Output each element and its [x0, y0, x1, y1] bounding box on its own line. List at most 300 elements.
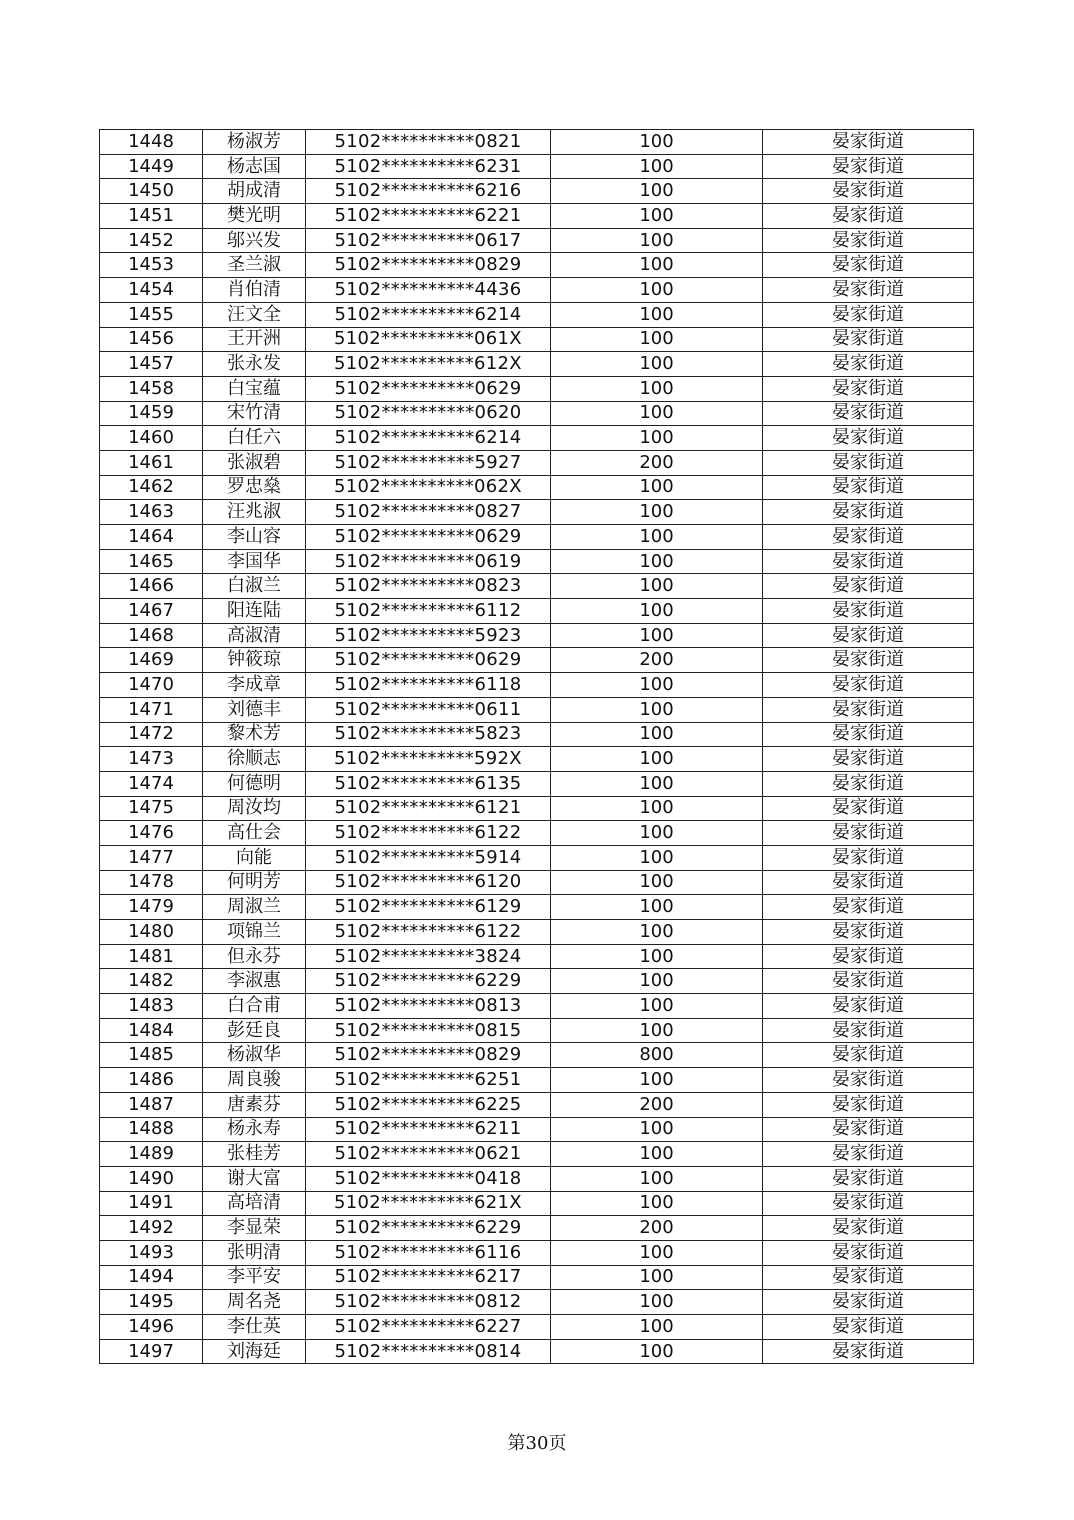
row-number-cell: 1455 — [100, 302, 203, 327]
amount-cell: 100 — [551, 204, 763, 229]
name-cell: 杨淑华 — [203, 1043, 306, 1068]
amount-cell: 100 — [551, 623, 763, 648]
street-cell: 晏家街道 — [763, 1240, 974, 1265]
street-cell: 晏家街道 — [763, 920, 974, 945]
id-number-cell: 5102**********0823 — [306, 574, 551, 599]
name-cell: 黎术芳 — [203, 722, 306, 747]
street-cell: 晏家街道 — [763, 821, 974, 846]
name-cell: 周淑兰 — [203, 895, 306, 920]
id-number-cell: 5102**********612X — [306, 352, 551, 377]
row-number-cell: 1470 — [100, 673, 203, 698]
name-cell: 王开洲 — [203, 327, 306, 352]
id-number-cell: 5102**********6214 — [306, 302, 551, 327]
page-number: 第30页 — [507, 1433, 567, 1454]
row-number-cell: 1459 — [100, 401, 203, 426]
table-row — [100, 1315, 974, 1340]
row-number-cell: 1495 — [100, 1290, 203, 1315]
table-row — [100, 771, 974, 796]
street-cell: 晏家街道 — [763, 1191, 974, 1216]
row-number-cell: 1479 — [100, 895, 203, 920]
table-row — [100, 302, 974, 327]
street-cell: 晏家街道 — [763, 549, 974, 574]
amount-cell: 100 — [551, 1240, 763, 1265]
row-number-cell: 1486 — [100, 1068, 203, 1093]
row-number-cell: 1454 — [100, 278, 203, 303]
table-row — [100, 1191, 974, 1216]
street-cell: 晏家街道 — [763, 895, 974, 920]
amount-cell: 100 — [551, 1018, 763, 1043]
row-number-cell: 1480 — [100, 920, 203, 945]
table-row — [100, 1265, 974, 1290]
id-number-cell: 5102**********0827 — [306, 500, 551, 525]
id-number-cell: 5102**********6135 — [306, 771, 551, 796]
name-cell: 李显荣 — [203, 1216, 306, 1241]
table-row — [100, 845, 974, 870]
table-row — [100, 599, 974, 624]
name-cell: 肖伯清 — [203, 278, 306, 303]
name-cell: 唐素芬 — [203, 1092, 306, 1117]
table-row — [100, 574, 974, 599]
amount-cell: 100 — [551, 1166, 763, 1191]
amount-cell: 100 — [551, 525, 763, 550]
street-cell: 晏家街道 — [763, 278, 974, 303]
street-cell: 晏家街道 — [763, 179, 974, 204]
street-cell: 晏家街道 — [763, 870, 974, 895]
name-cell: 刘海廷 — [203, 1339, 306, 1364]
id-number-cell: 5102**********6211 — [306, 1117, 551, 1142]
row-number-cell: 1478 — [100, 870, 203, 895]
id-number-cell: 5102**********3824 — [306, 944, 551, 969]
amount-cell: 200 — [551, 648, 763, 673]
amount-cell: 200 — [551, 450, 763, 475]
street-cell: 晏家街道 — [763, 771, 974, 796]
table-row — [100, 376, 974, 401]
amount-cell: 100 — [551, 401, 763, 426]
row-number-cell: 1465 — [100, 549, 203, 574]
street-cell: 晏家街道 — [763, 648, 974, 673]
street-cell: 晏家街道 — [763, 599, 974, 624]
id-number-cell: 5102**********6122 — [306, 821, 551, 846]
street-cell: 晏家街道 — [763, 944, 974, 969]
id-number-cell: 5102**********0619 — [306, 549, 551, 574]
amount-cell: 100 — [551, 1191, 763, 1216]
table-row — [100, 1092, 974, 1117]
table-row — [100, 1117, 974, 1142]
table-row — [100, 1142, 974, 1167]
id-number-cell: 5102**********0812 — [306, 1290, 551, 1315]
row-number-cell: 1492 — [100, 1216, 203, 1241]
amount-cell: 100 — [551, 376, 763, 401]
table-row — [100, 870, 974, 895]
id-number-cell: 5102**********6217 — [306, 1265, 551, 1290]
table-row — [100, 722, 974, 747]
table-row — [100, 969, 974, 994]
roster-table-body — [100, 130, 974, 1364]
name-cell: 何明芳 — [203, 870, 306, 895]
name-cell: 钟筱琼 — [203, 648, 306, 673]
amount-cell: 100 — [551, 1339, 763, 1364]
name-cell: 向能 — [203, 845, 306, 870]
table-row — [100, 426, 974, 451]
name-cell: 张淑碧 — [203, 450, 306, 475]
id-number-cell: 5102**********6118 — [306, 673, 551, 698]
row-number-cell: 1471 — [100, 697, 203, 722]
amount-cell: 100 — [551, 327, 763, 352]
id-number-cell: 5102**********0629 — [306, 525, 551, 550]
amount-cell: 100 — [551, 426, 763, 451]
street-cell: 晏家街道 — [763, 969, 974, 994]
amount-cell: 100 — [551, 1315, 763, 1340]
row-number-cell: 1488 — [100, 1117, 203, 1142]
amount-cell: 100 — [551, 920, 763, 945]
street-cell: 晏家街道 — [763, 525, 974, 550]
id-number-cell: 5102**********0813 — [306, 994, 551, 1019]
table-row — [100, 648, 974, 673]
table-row — [100, 920, 974, 945]
name-cell: 张桂芳 — [203, 1142, 306, 1167]
street-cell: 晏家街道 — [763, 228, 974, 253]
name-cell: 白宝蕴 — [203, 376, 306, 401]
name-cell: 高淑清 — [203, 623, 306, 648]
amount-cell: 100 — [551, 895, 763, 920]
row-number-cell: 1474 — [100, 771, 203, 796]
table-row — [100, 895, 974, 920]
id-number-cell: 5102**********6229 — [306, 969, 551, 994]
street-cell: 晏家街道 — [763, 450, 974, 475]
street-cell: 晏家街道 — [763, 500, 974, 525]
row-number-cell: 1458 — [100, 376, 203, 401]
amount-cell: 100 — [551, 179, 763, 204]
name-cell: 周良骏 — [203, 1068, 306, 1093]
name-cell: 圣兰淑 — [203, 253, 306, 278]
table-row — [100, 130, 974, 155]
amount-cell: 100 — [551, 154, 763, 179]
street-cell: 晏家街道 — [763, 673, 974, 698]
name-cell: 李仕英 — [203, 1315, 306, 1340]
row-number-cell: 1457 — [100, 352, 203, 377]
name-cell: 阳连陆 — [203, 599, 306, 624]
id-number-cell: 5102**********5927 — [306, 450, 551, 475]
table-row — [100, 821, 974, 846]
id-number-cell: 5102**********6227 — [306, 1315, 551, 1340]
row-number-cell: 1490 — [100, 1166, 203, 1191]
table-row — [100, 1290, 974, 1315]
amount-cell: 100 — [551, 722, 763, 747]
street-cell: 晏家街道 — [763, 1216, 974, 1241]
amount-cell: 100 — [551, 1068, 763, 1093]
street-cell: 晏家街道 — [763, 1092, 974, 1117]
id-number-cell: 5102**********0814 — [306, 1339, 551, 1364]
id-number-cell: 5102**********621X — [306, 1191, 551, 1216]
street-cell: 晏家街道 — [763, 253, 974, 278]
id-number-cell: 5102**********0821 — [306, 130, 551, 155]
id-number-cell: 5102**********0418 — [306, 1166, 551, 1191]
street-cell: 晏家街道 — [763, 1068, 974, 1093]
table-row — [100, 1240, 974, 1265]
id-number-cell: 5102**********5823 — [306, 722, 551, 747]
row-number-cell: 1477 — [100, 845, 203, 870]
table-row — [100, 673, 974, 698]
table-row — [100, 475, 974, 500]
row-number-cell: 1449 — [100, 154, 203, 179]
amount-cell: 100 — [551, 1265, 763, 1290]
street-cell: 晏家街道 — [763, 1339, 974, 1364]
street-cell: 晏家街道 — [763, 574, 974, 599]
table-row — [100, 204, 974, 229]
street-cell: 晏家街道 — [763, 352, 974, 377]
id-number-cell: 5102**********6225 — [306, 1092, 551, 1117]
amount-cell: 100 — [551, 697, 763, 722]
amount-cell: 100 — [551, 253, 763, 278]
subsidy-roster-table — [99, 129, 974, 1364]
street-cell: 晏家街道 — [763, 1018, 974, 1043]
amount-cell: 100 — [551, 1142, 763, 1167]
name-cell: 项锦兰 — [203, 920, 306, 945]
name-cell: 白合甫 — [203, 994, 306, 1019]
street-cell: 晏家街道 — [763, 747, 974, 772]
row-number-cell: 1484 — [100, 1018, 203, 1043]
street-cell: 晏家街道 — [763, 154, 974, 179]
name-cell: 李淑惠 — [203, 969, 306, 994]
street-cell: 晏家街道 — [763, 796, 974, 821]
street-cell: 晏家街道 — [763, 401, 974, 426]
table-row — [100, 278, 974, 303]
amount-cell: 100 — [551, 845, 763, 870]
street-cell: 晏家街道 — [763, 1142, 974, 1167]
name-cell: 彭廷良 — [203, 1018, 306, 1043]
id-number-cell: 5102**********0829 — [306, 1043, 551, 1068]
row-number-cell: 1452 — [100, 228, 203, 253]
row-number-cell: 1496 — [100, 1315, 203, 1340]
table-row — [100, 994, 974, 1019]
id-number-cell: 5102**********6216 — [306, 179, 551, 204]
name-cell: 罗忠燊 — [203, 475, 306, 500]
id-number-cell: 5102**********592X — [306, 747, 551, 772]
amount-cell: 100 — [551, 500, 763, 525]
id-number-cell: 5102**********6120 — [306, 870, 551, 895]
name-cell: 樊光明 — [203, 204, 306, 229]
name-cell: 汪兆淑 — [203, 500, 306, 525]
amount-cell: 100 — [551, 821, 763, 846]
amount-cell: 100 — [551, 771, 763, 796]
id-number-cell: 5102**********6214 — [306, 426, 551, 451]
name-cell: 周汝均 — [203, 796, 306, 821]
table-row — [100, 944, 974, 969]
amount-cell: 100 — [551, 994, 763, 1019]
table-row — [100, 401, 974, 426]
row-number-cell: 1467 — [100, 599, 203, 624]
street-cell: 晏家街道 — [763, 722, 974, 747]
table-row — [100, 327, 974, 352]
street-cell: 晏家街道 — [763, 994, 974, 1019]
name-cell: 何德明 — [203, 771, 306, 796]
table-row — [100, 796, 974, 821]
street-cell: 晏家街道 — [763, 1117, 974, 1142]
street-cell: 晏家街道 — [763, 327, 974, 352]
table-row — [100, 525, 974, 550]
name-cell: 杨永寿 — [203, 1117, 306, 1142]
id-number-cell: 5102**********6251 — [306, 1068, 551, 1093]
table-row — [100, 697, 974, 722]
id-number-cell: 5102**********0620 — [306, 401, 551, 426]
table-row — [100, 623, 974, 648]
id-number-cell: 5102**********0829 — [306, 253, 551, 278]
amount-cell: 100 — [551, 352, 763, 377]
row-number-cell: 1453 — [100, 253, 203, 278]
amount-cell: 100 — [551, 673, 763, 698]
row-number-cell: 1489 — [100, 1142, 203, 1167]
row-number-cell: 1493 — [100, 1240, 203, 1265]
id-number-cell: 5102**********6122 — [306, 920, 551, 945]
name-cell: 李国华 — [203, 549, 306, 574]
name-cell: 张永发 — [203, 352, 306, 377]
amount-cell: 100 — [551, 944, 763, 969]
table-row — [100, 352, 974, 377]
row-number-cell: 1491 — [100, 1191, 203, 1216]
row-number-cell: 1456 — [100, 327, 203, 352]
row-number-cell: 1464 — [100, 525, 203, 550]
amount-cell: 100 — [551, 574, 763, 599]
id-number-cell: 5102**********6121 — [306, 796, 551, 821]
name-cell: 李山容 — [203, 525, 306, 550]
amount-cell: 800 — [551, 1043, 763, 1068]
table-row — [100, 1068, 974, 1093]
id-number-cell: 5102**********5914 — [306, 845, 551, 870]
table-row — [100, 747, 974, 772]
id-number-cell: 5102**********6112 — [306, 599, 551, 624]
row-number-cell: 1497 — [100, 1339, 203, 1364]
street-cell: 晏家街道 — [763, 697, 974, 722]
street-cell: 晏家街道 — [763, 130, 974, 155]
amount-cell: 100 — [551, 747, 763, 772]
row-number-cell: 1463 — [100, 500, 203, 525]
id-number-cell: 5102**********5923 — [306, 623, 551, 648]
amount-cell: 100 — [551, 1117, 763, 1142]
name-cell: 胡成清 — [203, 179, 306, 204]
table-row — [100, 1339, 974, 1364]
row-number-cell: 1469 — [100, 648, 203, 673]
id-number-cell: 5102**********0617 — [306, 228, 551, 253]
name-cell: 杨淑芳 — [203, 130, 306, 155]
street-cell: 晏家街道 — [763, 1166, 974, 1191]
street-cell: 晏家街道 — [763, 1265, 974, 1290]
row-number-cell: 1462 — [100, 475, 203, 500]
row-number-cell: 1487 — [100, 1092, 203, 1117]
amount-cell: 100 — [551, 549, 763, 574]
name-cell: 汪文全 — [203, 302, 306, 327]
row-number-cell: 1450 — [100, 179, 203, 204]
row-number-cell: 1461 — [100, 450, 203, 475]
name-cell: 高仕会 — [203, 821, 306, 846]
name-cell: 白任六 — [203, 426, 306, 451]
table-row — [100, 450, 974, 475]
row-number-cell: 1482 — [100, 969, 203, 994]
id-number-cell: 5102**********0629 — [306, 376, 551, 401]
row-number-cell: 1494 — [100, 1265, 203, 1290]
table-row — [100, 154, 974, 179]
row-number-cell: 1451 — [100, 204, 203, 229]
name-cell: 周名尧 — [203, 1290, 306, 1315]
row-number-cell: 1483 — [100, 994, 203, 1019]
street-cell: 晏家街道 — [763, 302, 974, 327]
amount-cell: 100 — [551, 870, 763, 895]
amount-cell: 200 — [551, 1216, 763, 1241]
row-number-cell: 1473 — [100, 747, 203, 772]
street-cell: 晏家街道 — [763, 623, 974, 648]
street-cell: 晏家街道 — [763, 1290, 974, 1315]
name-cell: 李平安 — [203, 1265, 306, 1290]
id-number-cell: 5102**********4436 — [306, 278, 551, 303]
table-row — [100, 1166, 974, 1191]
row-number-cell: 1460 — [100, 426, 203, 451]
table-row — [100, 179, 974, 204]
row-number-cell: 1448 — [100, 130, 203, 155]
name-cell: 但永芬 — [203, 944, 306, 969]
amount-cell: 100 — [551, 599, 763, 624]
street-cell: 晏家街道 — [763, 475, 974, 500]
street-cell: 晏家街道 — [763, 1315, 974, 1340]
amount-cell: 100 — [551, 130, 763, 155]
amount-cell: 100 — [551, 969, 763, 994]
id-number-cell: 5102**********0611 — [306, 697, 551, 722]
table-row — [100, 1216, 974, 1241]
name-cell: 李成章 — [203, 673, 306, 698]
table-row — [100, 500, 974, 525]
amount-cell: 100 — [551, 302, 763, 327]
street-cell: 晏家街道 — [763, 376, 974, 401]
table-row — [100, 253, 974, 278]
id-number-cell: 5102**********6221 — [306, 204, 551, 229]
id-number-cell: 5102**********6231 — [306, 154, 551, 179]
table-row — [100, 1018, 974, 1043]
amount-cell: 100 — [551, 228, 763, 253]
name-cell: 高培清 — [203, 1191, 306, 1216]
row-number-cell: 1466 — [100, 574, 203, 599]
id-number-cell: 5102**********0621 — [306, 1142, 551, 1167]
street-cell: 晏家街道 — [763, 1043, 974, 1068]
name-cell: 张明清 — [203, 1240, 306, 1265]
row-number-cell: 1472 — [100, 722, 203, 747]
id-number-cell: 5102**********062X — [306, 475, 551, 500]
id-number-cell: 5102**********061X — [306, 327, 551, 352]
id-number-cell: 5102**********0815 — [306, 1018, 551, 1043]
name-cell: 刘德丰 — [203, 697, 306, 722]
name-cell: 徐顺志 — [203, 747, 306, 772]
amount-cell: 100 — [551, 475, 763, 500]
name-cell: 谢大富 — [203, 1166, 306, 1191]
table-row — [100, 228, 974, 253]
street-cell: 晏家街道 — [763, 204, 974, 229]
row-number-cell: 1468 — [100, 623, 203, 648]
table-row — [100, 549, 974, 574]
id-number-cell: 5102**********6229 — [306, 1216, 551, 1241]
amount-cell: 100 — [551, 1290, 763, 1315]
row-number-cell: 1485 — [100, 1043, 203, 1068]
row-number-cell: 1481 — [100, 944, 203, 969]
street-cell: 晏家街道 — [763, 845, 974, 870]
row-number-cell: 1476 — [100, 821, 203, 846]
street-cell: 晏家街道 — [763, 426, 974, 451]
amount-cell: 200 — [551, 1092, 763, 1117]
table-row — [100, 1043, 974, 1068]
id-number-cell: 5102**********0629 — [306, 648, 551, 673]
id-number-cell: 5102**********6129 — [306, 895, 551, 920]
amount-cell: 100 — [551, 278, 763, 303]
name-cell: 白淑兰 — [203, 574, 306, 599]
name-cell: 邬兴发 — [203, 228, 306, 253]
id-number-cell: 5102**********6116 — [306, 1240, 551, 1265]
name-cell: 宋竹清 — [203, 401, 306, 426]
